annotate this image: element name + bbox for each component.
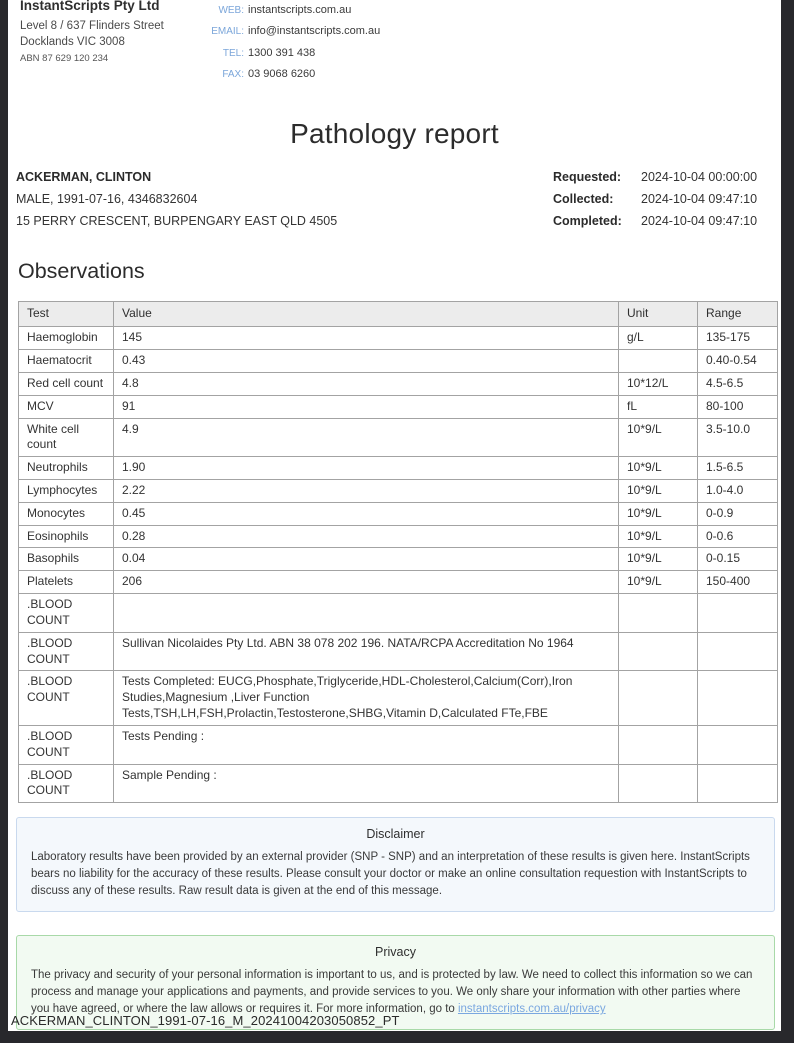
date-collected xyxy=(553,189,781,211)
table-cell: 135-175 xyxy=(698,327,778,350)
table-row xyxy=(19,502,778,525)
date-completed-value: 2024-10-04 09:47:10 xyxy=(641,213,758,228)
contact-web xyxy=(200,0,380,19)
patient-name: ACKERMAN, CLINTON xyxy=(16,169,152,184)
table-row xyxy=(19,350,778,373)
table-cell: 1.0-4.0 xyxy=(698,480,778,503)
table-row xyxy=(19,594,778,633)
contact-fax-value: 03 9068 6260 xyxy=(248,68,316,81)
table-cell: 150-400 xyxy=(698,571,778,594)
table-cell: .BLOOD COUNT xyxy=(19,725,114,764)
table-row xyxy=(19,395,778,418)
table-cell: 4.8 xyxy=(114,372,619,395)
table-cell: 4.9 xyxy=(114,418,619,457)
table-row xyxy=(19,480,778,503)
date-requested-value: 2024-10-04 00:00:00 xyxy=(641,169,758,184)
table-cell: 10*9/L xyxy=(619,457,698,480)
table-cell xyxy=(698,764,778,803)
table-cell: Sullivan Nicolaides Pty Ltd. ABN 38 078 202 196. NATA/RCPA Accreditation No 1964 xyxy=(114,632,619,671)
table-cell: 10*9/L xyxy=(619,502,698,525)
table-cell: .BLOOD COUNT xyxy=(19,594,114,633)
table-cell: Basophils xyxy=(19,548,114,571)
table-cell: 10*12/L xyxy=(619,372,698,395)
date-completed-label: Completed: xyxy=(553,213,622,228)
table-cell xyxy=(619,671,698,725)
disclaimer-title: Disclaimer xyxy=(366,827,425,842)
table-cell: g/L xyxy=(619,327,698,350)
table-cell: 145 xyxy=(114,327,619,350)
table-cell: 0-0.6 xyxy=(698,525,778,548)
table-cell: Lymphocytes xyxy=(19,480,114,503)
table-cell: 2.22 xyxy=(114,480,619,503)
observations-body xyxy=(19,327,778,803)
table-cell xyxy=(619,764,698,803)
table-row xyxy=(19,327,778,350)
table-cell: 0.04 xyxy=(114,548,619,571)
privacy-link[interactable]: instantscripts.com.au/privacy xyxy=(457,1003,606,1016)
table-cell: Red cell count xyxy=(19,372,114,395)
table-cell xyxy=(698,632,778,671)
company-abn: ABN 87 629 120 234 xyxy=(20,53,109,65)
table-row xyxy=(19,764,778,803)
contact-email xyxy=(200,19,380,40)
table-cell: Neutrophils xyxy=(19,457,114,480)
patient-block xyxy=(16,167,337,233)
table-row xyxy=(19,525,778,548)
contact-block xyxy=(200,0,380,84)
col-header-unit: Unit xyxy=(619,302,698,327)
table-cell: MCV xyxy=(19,395,114,418)
table-cell: 0.28 xyxy=(114,525,619,548)
contact-email-value: info@instantscripts.com.au xyxy=(248,25,381,38)
table-row xyxy=(19,457,778,480)
table-cell: 10*9/L xyxy=(619,480,698,503)
patient-demographics: MALE, 1991-07-16, 4346832604 xyxy=(16,191,198,206)
table-cell xyxy=(619,725,698,764)
table-cell: 3.5-10.0 xyxy=(698,418,778,457)
table-cell: .BLOOD COUNT xyxy=(19,632,114,671)
contact-email-label: EMAIL: xyxy=(211,26,244,38)
table-cell: 0.43 xyxy=(114,350,619,373)
table-cell: Tests Completed: EUCG,Phosphate,Triglyceride,HDL-Cholesterol,Calcium(Corr),Iron Studies,Magnesium ,Liver Function Tests,TSH,LH,FSH,Prolactin,Testosterone,SHBG,Vitamin D,Calculated FTe,FBE xyxy=(114,671,619,725)
company-name: InstantScripts Pty Ltd xyxy=(20,0,160,13)
contact-tel-value: 1300 391 438 xyxy=(248,46,316,59)
table-cell: 10*9/L xyxy=(619,525,698,548)
table-cell: 1.90 xyxy=(114,457,619,480)
privacy-title: Privacy xyxy=(375,945,416,960)
table-cell: 1.5-6.5 xyxy=(698,457,778,480)
table-row xyxy=(19,418,778,457)
table-row xyxy=(19,571,778,594)
table-row xyxy=(19,548,778,571)
contact-fax xyxy=(200,62,380,83)
table-cell xyxy=(698,671,778,725)
table-cell xyxy=(619,632,698,671)
table-cell: White cell count xyxy=(19,418,114,457)
privacy-body xyxy=(31,967,760,1018)
table-cell: Sample Pending : xyxy=(114,764,619,803)
table-cell xyxy=(114,594,619,633)
table-cell: fL xyxy=(619,395,698,418)
table-cell: 4.5-6.5 xyxy=(698,372,778,395)
table-cell: Tests Pending : xyxy=(114,725,619,764)
table-cell: .BLOOD COUNT xyxy=(19,671,114,725)
table-cell: 10*9/L xyxy=(619,418,698,457)
page-title: Pathology report xyxy=(290,117,499,149)
col-header-value: Value xyxy=(114,302,619,327)
table-cell: 91 xyxy=(114,395,619,418)
table-cell: 0-0.9 xyxy=(698,502,778,525)
table-row xyxy=(19,632,778,671)
col-header-test: Test xyxy=(19,302,114,327)
table-cell xyxy=(619,350,698,373)
privacy-body-text: The privacy and security of your personal information is important to us, and is protected by law. We need to collect this information so we can process and manage your applications and payments, and provide services to you. We only share your information with other parties where you have agreed, or where the law allows or requires it. For more information, go to xyxy=(31,969,753,1016)
patient-address: 15 PERRY CRESCENT, BURPENGARY EAST QLD 4505 xyxy=(16,213,338,228)
contact-web-label: WEB: xyxy=(218,5,244,16)
table-row xyxy=(19,671,778,725)
date-collected-label: Collected: xyxy=(553,191,614,206)
contact-tel xyxy=(200,41,380,62)
report-page xyxy=(8,0,781,1031)
date-requested-label: Requested: xyxy=(553,169,622,184)
company-block xyxy=(20,0,200,84)
patient-summary-row xyxy=(16,167,781,233)
table-cell xyxy=(698,725,778,764)
table-row xyxy=(19,372,778,395)
date-collected-value: 2024-10-04 09:47:10 xyxy=(641,191,758,206)
disclaimer-body: Laboratory results have been provided by an external provider (SNP - SNP) and an interpretation of these results is given here. InstantScripts bears no liability for the accuracy of these results. Please consult your doctor or make an online consultation requestion with InstantScripts to discuss any of these results. Raw result data is given at the end of this message. xyxy=(31,851,750,898)
contact-web-value: instantscripts.com.au xyxy=(248,4,352,16)
footer-filename: ACKERMAN_CLINTON_1991-07-16_M_20241004203050852_PT xyxy=(11,1013,400,1028)
observations-heading: Observations xyxy=(18,259,145,284)
contact-fax-label: FAX: xyxy=(222,69,244,81)
table-cell: 10*9/L xyxy=(619,548,698,571)
date-completed xyxy=(553,211,781,233)
col-header-range: Range xyxy=(698,302,778,327)
letterhead xyxy=(20,0,781,84)
company-address-line1: Level 8 / 637 Flinders Street xyxy=(20,19,164,32)
table-cell: 10*9/L xyxy=(619,571,698,594)
dates-block xyxy=(553,167,781,233)
table-cell: Haemoglobin xyxy=(19,327,114,350)
table-cell: 0.40-0.54 xyxy=(698,350,778,373)
table-cell: Haematocrit xyxy=(19,350,114,373)
company-address-line2: Docklands VIC 3008 xyxy=(20,35,125,48)
table-cell: 0-0.15 xyxy=(698,548,778,571)
contact-tel-label: TEL: xyxy=(222,47,244,59)
table-cell: .BLOOD COUNT xyxy=(19,764,114,803)
table-cell: 80-100 xyxy=(698,395,778,418)
table-cell: Monocytes xyxy=(19,502,114,525)
table-cell: 0.45 xyxy=(114,502,619,525)
table-header-row xyxy=(19,302,778,327)
date-requested xyxy=(553,167,781,189)
table-cell xyxy=(619,594,698,633)
table-row xyxy=(19,725,778,764)
disclaimer-box xyxy=(16,817,775,912)
table-cell: Eosinophils xyxy=(19,525,114,548)
observations-table xyxy=(18,301,778,803)
table-cell: 206 xyxy=(114,571,619,594)
table-cell xyxy=(698,594,778,633)
table-cell: Platelets xyxy=(19,571,114,594)
